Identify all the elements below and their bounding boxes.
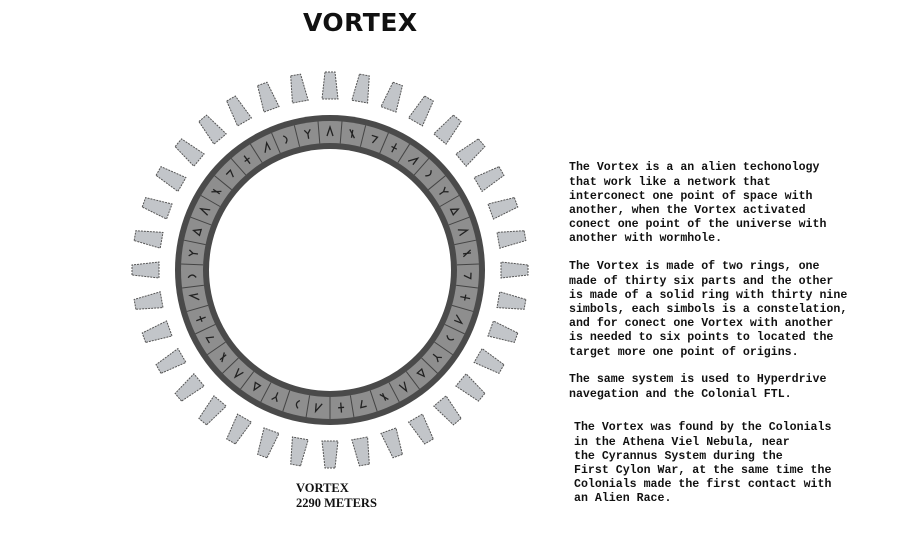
text-line: conect one point of the universe with xyxy=(569,218,827,232)
outer-ring-part xyxy=(497,292,526,312)
outer-ring-part xyxy=(381,81,405,112)
text-line: The same system is used to Hyperdrive xyxy=(569,373,827,387)
outer-ring-part xyxy=(409,414,436,445)
outer-ring-part xyxy=(134,292,163,312)
outer-ring-part xyxy=(155,349,186,376)
text-line: navegation and the Colonial FTL. xyxy=(569,387,792,401)
outer-ring-part xyxy=(409,95,436,126)
text-line: First Cylon War, at the same time the xyxy=(574,464,832,478)
outer-ring-part xyxy=(134,228,163,248)
outer-ring-part xyxy=(155,164,186,191)
outer-ring-part xyxy=(322,72,338,99)
outer-ring-part xyxy=(224,414,251,445)
text-line: target more one point of origins. xyxy=(569,345,799,359)
text-line: and for conect one Vortex with another xyxy=(569,317,834,331)
outer-ring-part xyxy=(381,428,405,459)
text-line: The Vortex is made of two rings, one xyxy=(569,260,820,274)
text-line: simbols, each simbols is a constelation, xyxy=(569,303,848,317)
text-line: Colonials made the first contact with xyxy=(574,478,832,492)
caption-size: 2290 METERS xyxy=(296,496,377,510)
text-line: another with wormhole. xyxy=(569,232,723,246)
text-line: is made of a solid ring with thirty nine xyxy=(569,288,848,302)
outer-ring-part xyxy=(255,428,279,459)
text-line: The Vortex was found by the Colonials xyxy=(574,421,832,435)
caption-name: VORTEX xyxy=(296,481,349,495)
outer-ring-part xyxy=(255,81,279,112)
outer-ring-part xyxy=(132,262,159,278)
outer-ring-part xyxy=(497,228,526,248)
text-line: The Vortex is a an alien techonology xyxy=(569,161,820,175)
outer-ring-part xyxy=(474,164,505,191)
outer-ring-part xyxy=(224,95,251,126)
outer-ring-part xyxy=(456,137,487,167)
outer-ring-part xyxy=(141,195,172,219)
outer-ring-part xyxy=(197,396,227,427)
text-line: made of thirty six parts and the other xyxy=(569,274,834,288)
outer-ring-part xyxy=(456,374,487,404)
outer-ring-part xyxy=(501,262,528,278)
text-line: another, when the Vortex activated xyxy=(569,204,806,218)
outer-ring-part xyxy=(173,137,204,167)
outer-ring-part xyxy=(173,374,204,404)
outer-ring-part xyxy=(197,113,227,144)
text-line: in the Athena Viel Nebula, near xyxy=(574,435,790,449)
outer-ring-part xyxy=(352,437,372,466)
text-line: that work like a network that xyxy=(569,175,771,189)
text-line: an Alien Race. xyxy=(574,492,672,506)
ring-aperture xyxy=(209,149,451,391)
outer-ring-part xyxy=(434,113,464,144)
outer-ring-part xyxy=(352,74,372,103)
text-line: the Cyrannus System during the xyxy=(574,449,783,463)
outer-ring-part xyxy=(322,441,338,468)
outer-ring-part xyxy=(141,321,172,345)
description-paragraph-4 xyxy=(574,393,831,521)
page-title: VORTEX xyxy=(303,8,418,37)
text-line: interconect one point of space with xyxy=(569,189,813,203)
outer-ring-part xyxy=(434,396,464,427)
outer-ring-part xyxy=(488,321,519,345)
outer-ring-part xyxy=(288,74,308,103)
outer-ring-part xyxy=(474,349,505,376)
outer-ring-part xyxy=(288,437,308,466)
outer-ring-part xyxy=(488,195,519,219)
text-line: is needed to six points to located the xyxy=(569,331,834,345)
